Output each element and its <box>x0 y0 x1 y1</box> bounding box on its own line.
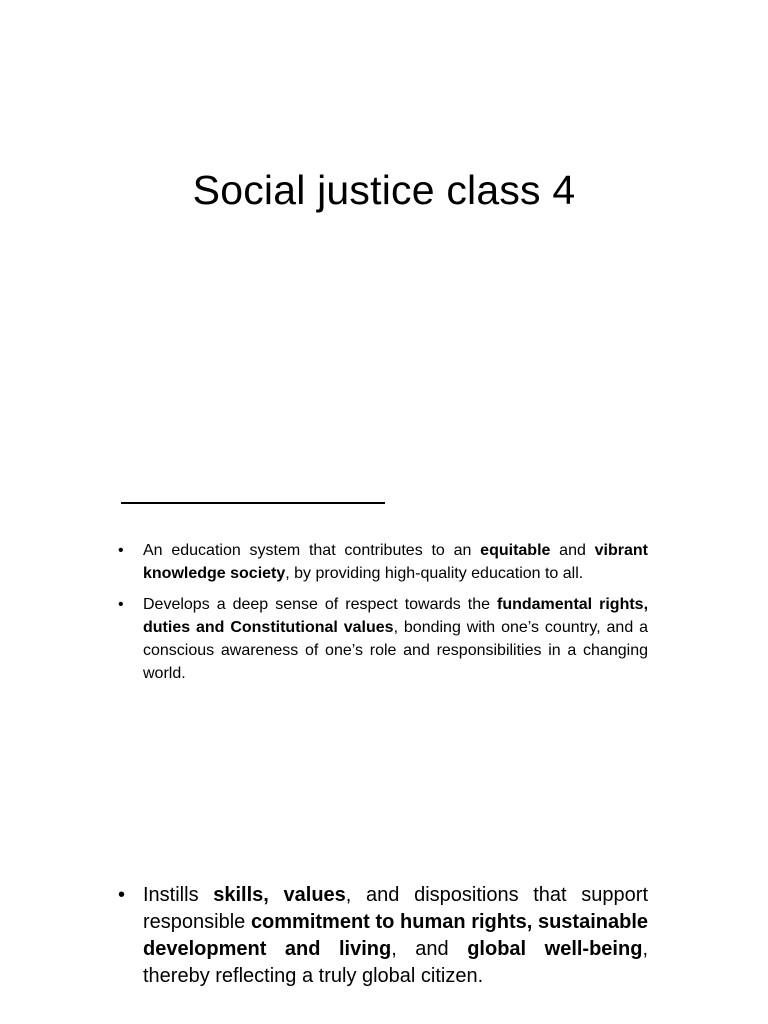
bold-phrase: fundamental rights, duties and Constitutional values <box>143 596 649 636</box>
bold-phrase: skills, values <box>213 884 346 906</box>
bullet-text <box>143 596 648 682</box>
bullet-icon: • <box>118 596 124 613</box>
bullet-item-2 <box>118 593 648 685</box>
text-run: and <box>550 542 595 559</box>
bold-phrase: equitable <box>480 542 551 559</box>
bullet-text <box>143 542 648 582</box>
bullet-text <box>143 884 648 987</box>
bullet-icon: • <box>118 542 124 559</box>
text-run: , bonding with one’s country, and a conscious awareness of one’s role and responsibilities in a changing world. <box>143 619 649 682</box>
bullet-item-1 <box>118 539 648 585</box>
text-run: Develops a deep sense of respect towards the <box>143 596 497 613</box>
text-run: , by providing high-quality education to all. <box>285 565 584 582</box>
bullet-list-top <box>118 539 648 685</box>
bold-phrase: vibrant knowledge society <box>143 542 648 582</box>
text-run: , and dispositions that support responsible <box>143 884 648 933</box>
bold-phrase: commitment to human rights, sustainable development and living <box>143 911 649 960</box>
text-run: An education system that contributes to an <box>143 542 481 559</box>
bold-phrase: global well-being <box>467 938 643 960</box>
divider-line <box>121 502 385 504</box>
bullet-item-3 <box>118 882 648 990</box>
text-run: Instills <box>143 884 214 906</box>
text-run: , and <box>391 938 468 960</box>
bullet-icon: • <box>118 884 126 906</box>
text-run: , thereby reflecting a truly global citizen. <box>143 938 648 987</box>
bullet-list-bottom <box>118 882 648 990</box>
page-title: Social justice class 4 <box>192 167 576 213</box>
